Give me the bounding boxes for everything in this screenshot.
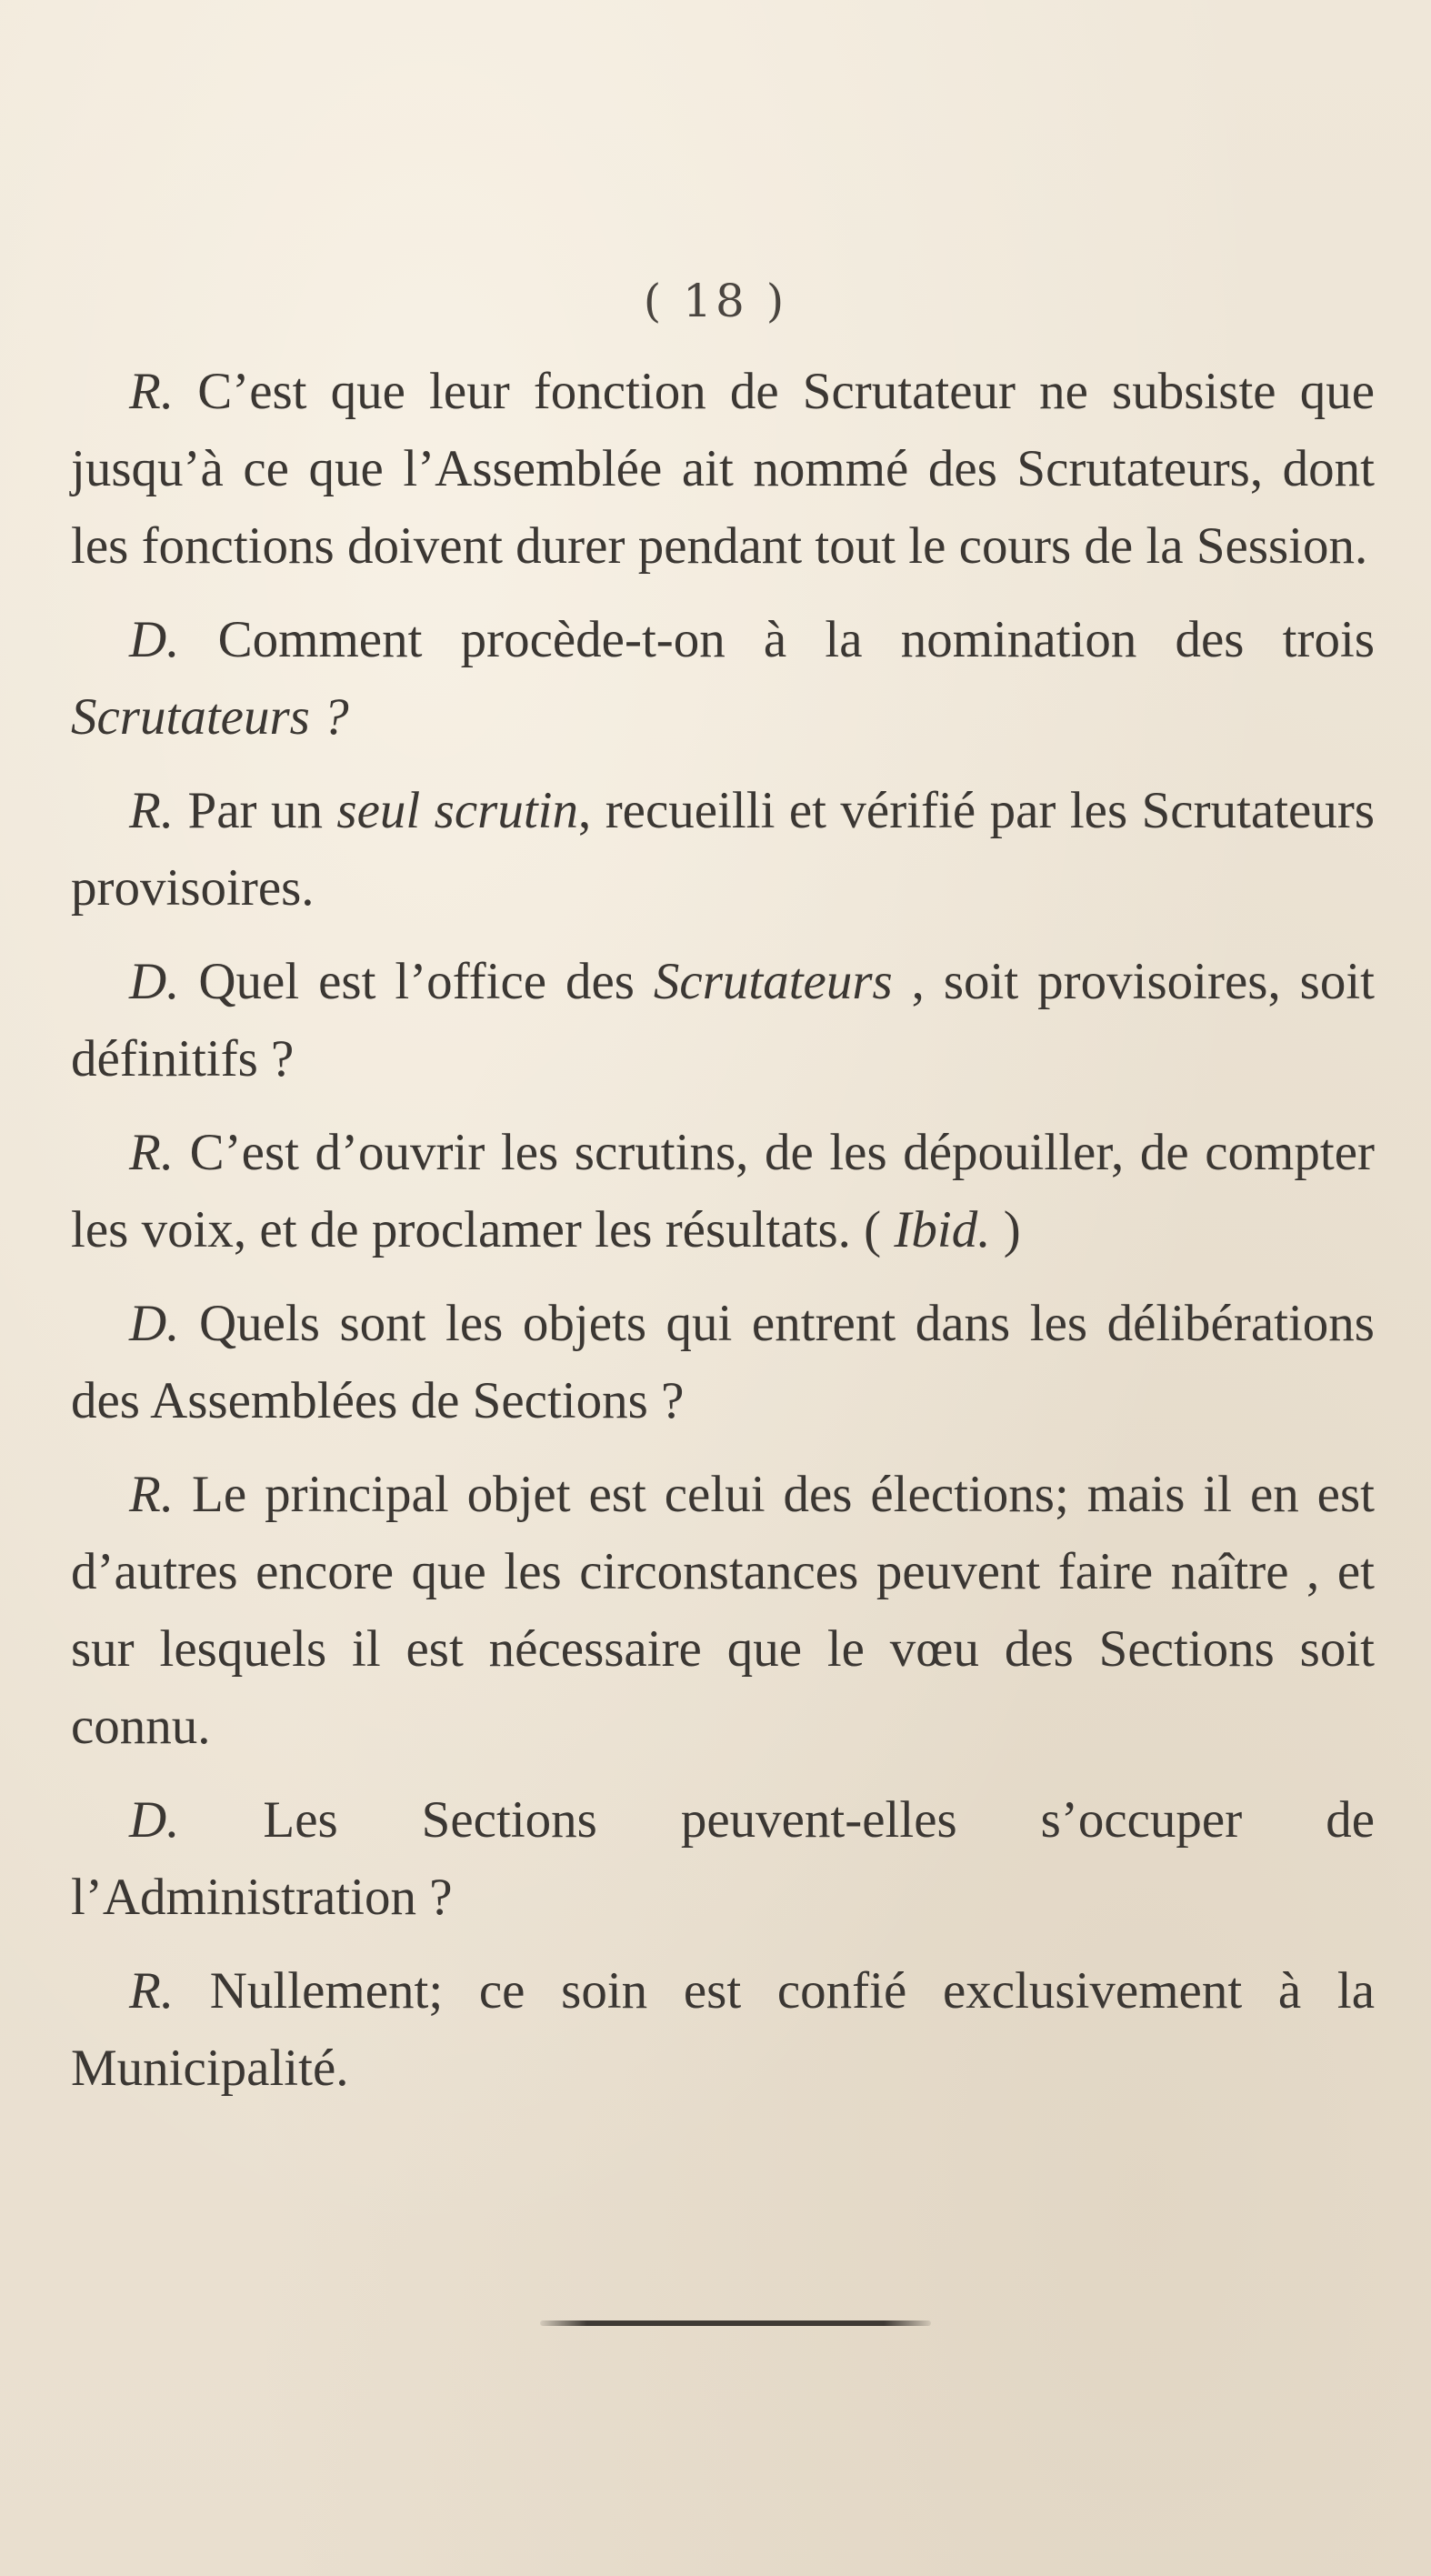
italic-term: seul scrutin — [336, 782, 578, 839]
page-number: ( 18 ) — [643, 275, 788, 327]
italic-term: Scrutateurs — [653, 953, 893, 1010]
speaker-label: R. — [129, 1962, 175, 2020]
paragraph — [71, 353, 1375, 585]
paragraph-text: C’est d’ouvrir les scrutins, de les dépouiller, de compter les voix, et de proclamer les résultats. ( — [71, 1124, 1375, 1258]
paragraph-text: , recueilli et vérifié par les Scrutateurs provisoires. — [71, 782, 1376, 917]
paragraph-text: Par un — [174, 782, 337, 839]
paragraph — [71, 943, 1375, 1098]
paragraph-text: ) — [990, 1201, 1021, 1258]
speaker-label: D. — [129, 611, 180, 668]
paragraph-text: Quels sont les objets qui entrent dans les délibérations des Assemblées de Sections ? — [71, 1295, 1375, 1429]
paragraph — [71, 1285, 1375, 1439]
paragraph — [71, 1114, 1375, 1268]
paragraph-text: , soit provisoires, soit définitifs ? — [71, 953, 1375, 1088]
speaker-label: D. — [129, 953, 180, 1010]
speaker-label: D. — [129, 1295, 180, 1352]
page-body — [71, 353, 1375, 2123]
paragraph-text: C’est que leur fonction de Scrutateur ne subsiste que jusqu’à ce que l’Assemblée ait nommé des Scrutateurs, dont les fonctions doivent durer pendant tout le cours de la Session. — [71, 363, 1375, 575]
paragraph — [71, 1781, 1375, 1936]
paragraph-text: Quel est l’office des — [179, 953, 654, 1010]
paragraph-text: Comment procède-t-on à la nomination des trois — [179, 611, 1375, 668]
paragraph — [71, 772, 1375, 927]
speaker-label: R. — [129, 782, 175, 839]
italic-term: Ibid. — [894, 1201, 991, 1258]
paragraph — [71, 1952, 1375, 2107]
speaker-label: R. — [129, 1466, 175, 1523]
end-rule — [540, 2320, 931, 2326]
italic-term: Scrutateurs ? — [71, 688, 349, 746]
paragraph-text: Les Sections peuvent-elles s’occuper de l’Administration ? — [71, 1791, 1375, 1926]
paragraph-text: Nullement; ce soin est confié exclusivement à la Municipalité. — [71, 1962, 1375, 2097]
paragraph — [71, 1456, 1375, 1765]
speaker-label: R. — [129, 363, 175, 420]
paragraph — [71, 601, 1375, 756]
speaker-label: D. — [129, 1791, 180, 1849]
paragraph-text: Le principal objet est celui des élections; mais il en est d’autres encore que les circonstances peuvent faire naître , et sur lesquels il est nécessaire que le vœu des Sections soit connu. — [71, 1466, 1375, 1755]
speaker-label: R. — [129, 1124, 175, 1181]
